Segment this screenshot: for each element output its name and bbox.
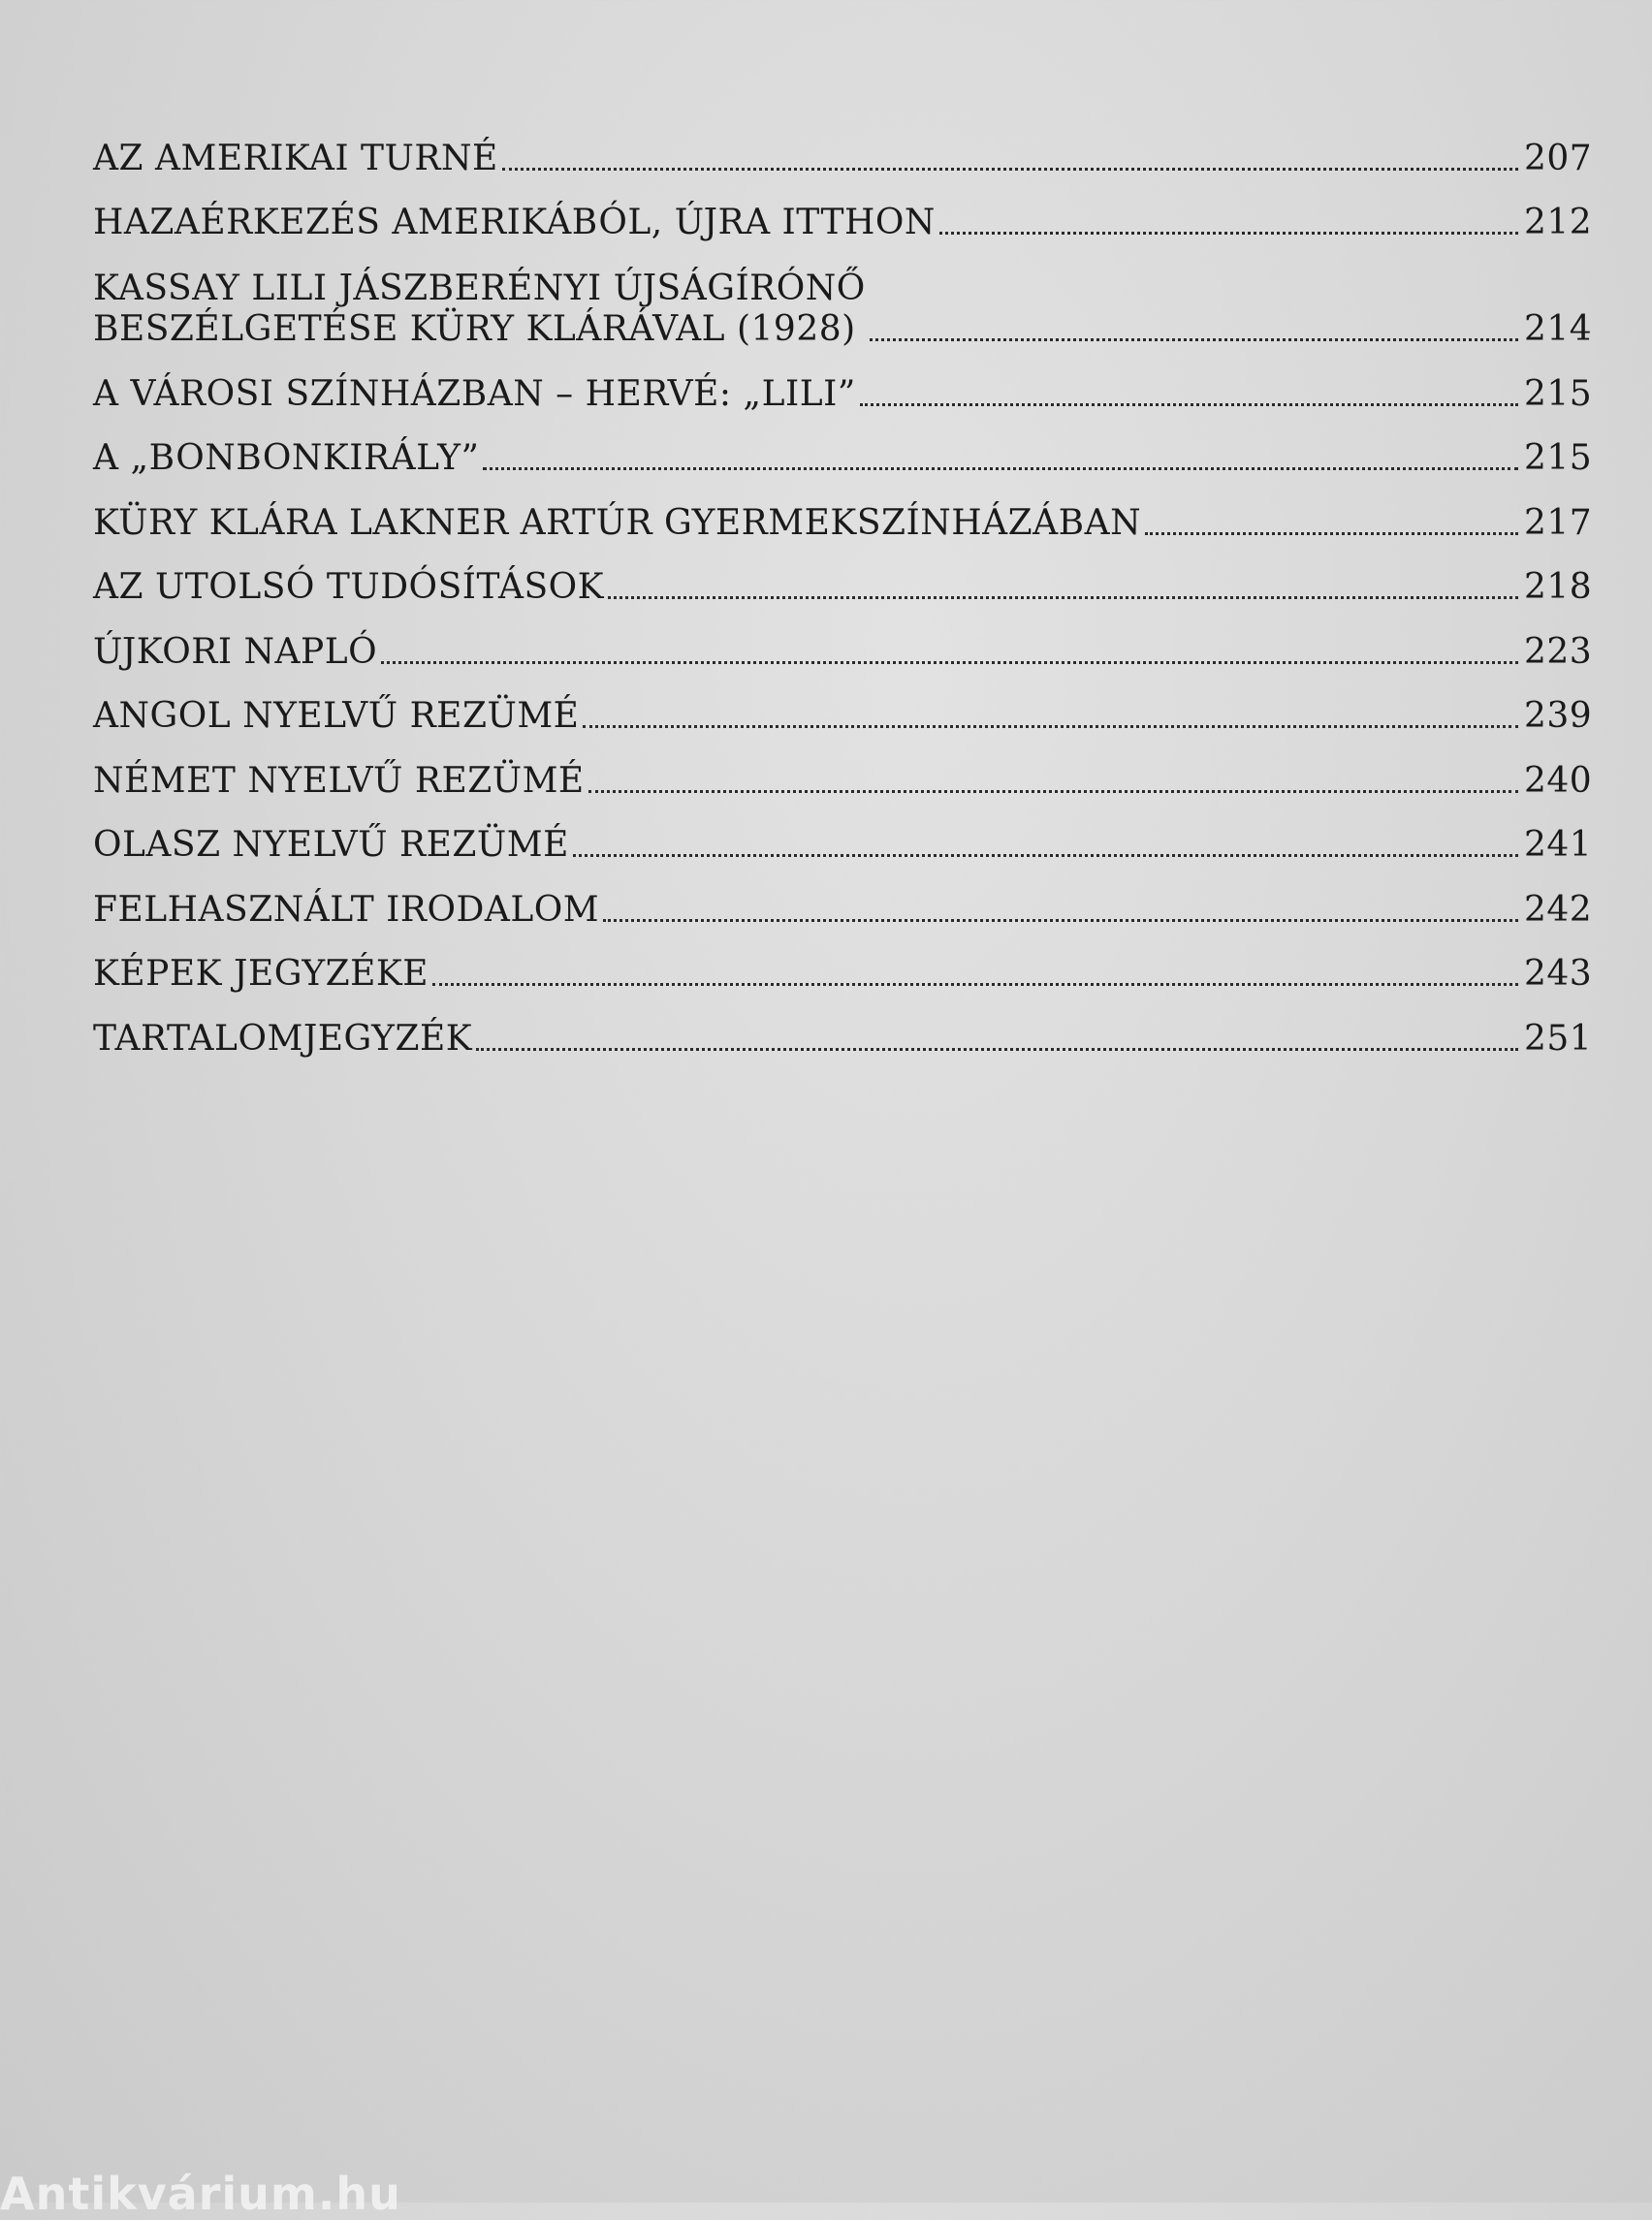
- toc-entry-page: 242: [1524, 889, 1593, 930]
- toc-entry: [93, 479, 1593, 544]
- dot-leader: [608, 596, 1518, 599]
- dot-leader: [483, 467, 1518, 470]
- toc-entry-title: AZ UTOLSÓ TUDÓSÍTÁSOK: [93, 567, 605, 607]
- toc-entry-title: FELHASZNÁLT IRODALOM: [93, 889, 600, 930]
- toc-entry-title: KÜRY KLÁRA LAKNER ARTÚR GYERMEKSZÍNHÁZÁBAN: [93, 502, 1142, 543]
- toc-entry-page: 223: [1524, 631, 1593, 672]
- toc-entry-page: 212: [1524, 203, 1593, 242]
- toc-entry-page: 239: [1524, 696, 1593, 736]
- toc-entry-page: 215: [1524, 373, 1593, 414]
- toc-entry: [93, 673, 1593, 738]
- toc-entry-title: NÉMET NYELVŰ REZÜMÉ: [93, 760, 585, 801]
- toc-entry-page: 243: [1524, 954, 1593, 994]
- dot-leader: [1145, 532, 1518, 535]
- toc-entry: [93, 179, 1593, 244]
- toc-entry: [93, 243, 1593, 350]
- toc-entry: [93, 802, 1593, 867]
- toc-entry: [93, 737, 1593, 802]
- toc-entry-title: TARTALOMJEGYZÉK: [93, 1018, 473, 1059]
- toc-entry: [93, 995, 1593, 1060]
- toc-entry-page: 207: [1524, 138, 1593, 178]
- dot-leader: [502, 168, 1518, 171]
- toc-entry-title: ÚJKORI NAPLÓ: [93, 631, 378, 672]
- toc-entry: [93, 114, 1593, 179]
- toc-entry-title: ANGOL NYELVŰ REZÜMÉ: [93, 696, 580, 736]
- toc-entry-page: 217: [1524, 502, 1593, 543]
- toc-entry-title: KASSAY LILI JÁSZBERÉNYI ÚJSÁGÍRÓNŐ BESZÉLGETÉSE KÜRY KLÁRÁVAL (1928): [93, 269, 866, 349]
- toc-entry-page: 240: [1524, 760, 1593, 801]
- toc-entry: [93, 415, 1593, 480]
- dot-leader: [603, 919, 1518, 922]
- toc-entry-page: 241: [1524, 825, 1593, 865]
- toc-entry-page: 251: [1524, 1018, 1593, 1059]
- toc-entry: [93, 931, 1593, 996]
- dot-leader: [432, 983, 1518, 986]
- toc-entry-title: OLASZ NYELVŰ REZÜMÉ: [93, 825, 569, 865]
- toc-entry-page: 214: [1524, 309, 1593, 349]
- table-of-contents: [93, 114, 1593, 1060]
- dot-leader: [476, 1048, 1518, 1051]
- toc-entry-title: AZ AMERIKAI TURNÉ: [93, 138, 498, 178]
- toc-entry: [93, 350, 1593, 415]
- dot-leader: [860, 403, 1518, 406]
- dot-leader: [939, 232, 1518, 235]
- dot-leader: [583, 725, 1518, 728]
- toc-entry-title: KÉPEK JEGYZÉKE: [93, 954, 429, 994]
- toc-entry-title: A „BONBONKIRÁLY”: [93, 438, 480, 478]
- dot-leader: [381, 661, 1518, 664]
- toc-entry-title: HAZAÉRKEZÉS AMERIKÁBÓL, ÚJRA ITTHON: [93, 203, 936, 242]
- watermark: Antikvárium.hu: [0, 2168, 401, 2220]
- toc-entry-page: 218: [1524, 567, 1593, 607]
- toc-entry: [93, 608, 1593, 673]
- toc-entry: [93, 866, 1593, 931]
- dot-leader: [573, 854, 1518, 857]
- dot-leader: [588, 790, 1518, 793]
- dot-leader: [870, 338, 1518, 341]
- toc-entry-title: A VÁROSI SZÍNHÁZBAN – HERVÉ: „LILI”: [93, 373, 856, 414]
- toc-entry: [93, 544, 1593, 609]
- toc-entry-page: 215: [1524, 438, 1593, 478]
